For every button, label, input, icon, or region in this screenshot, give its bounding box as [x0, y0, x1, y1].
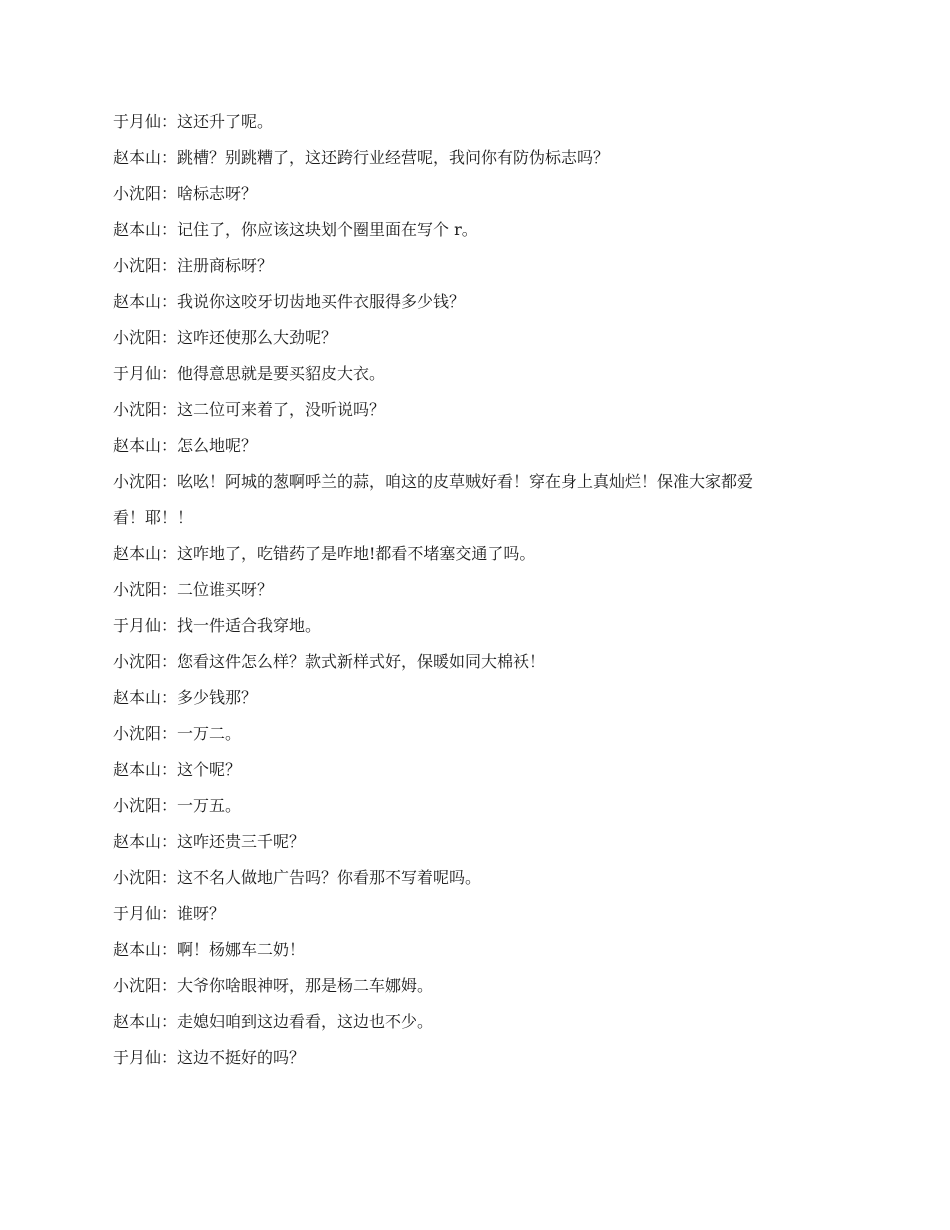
dialogue-line: 小沈阳：您看这件怎么样？款式新样式好，保暖如同大棉袄！ [113, 652, 546, 671]
dialogue-line: 赵本山：多少钱那？ [113, 688, 258, 707]
dialogue-line: 赵本山：我说你这咬牙切齿地买件衣服得多少钱？ [113, 292, 466, 311]
dialogue-line: 看！耶！！ [113, 508, 194, 527]
dialogue-line: 小沈阳：这不名人做地广告吗？你看那不写着呢吗。 [113, 868, 482, 887]
dialogue-text [113, 112, 843, 1084]
dialogue-line: 于月仙：他得意思就是要买貂皮大衣。 [113, 364, 386, 383]
dialogue-line: 于月仙：这还升了呢。 [113, 112, 274, 131]
dialogue-line: 小沈阳：这咋还使那么大劲呢？ [113, 328, 338, 347]
dialogue-line: 小沈阳：一万五。 [113, 796, 242, 815]
dialogue-line: 小沈阳：吆吆！阿城的葱啊呼兰的蒜，咱这的皮草贼好看！穿在身上真灿烂！保准大家都爱 [113, 472, 754, 491]
dialogue-line: 小沈阳：一万二。 [113, 724, 242, 743]
dialogue-line: 赵本山：走媳妇咱到这边看看，这边也不少。 [113, 1012, 434, 1031]
dialogue-line: 小沈阳：这二位可来着了，没听说吗？ [113, 400, 386, 419]
dialogue-line: 赵本山：这咋还贵三千呢？ [113, 832, 306, 851]
dialogue-line: 小沈阳：大爷你啥眼神呀，那是杨二车娜姆。 [113, 976, 434, 995]
dialogue-line: 赵本山：啊！杨娜车二奶！ [113, 940, 306, 959]
dialogue-line: 赵本山：怎么地呢？ [113, 436, 258, 455]
dialogue-line: 于月仙：谁呀？ [113, 904, 226, 923]
dialogue-line: 于月仙：找一件适合我穿地。 [113, 616, 322, 635]
dialogue-line: 赵本山：这个呢？ [113, 760, 242, 779]
dialogue-line: 于月仙：这边不挺好的吗？ [113, 1048, 306, 1067]
dialogue-line: 小沈阳：啥标志呀？ [113, 184, 258, 203]
dialogue-line: 赵本山：记住了，你应该这块划个圈里面在写个 r。 [113, 220, 478, 239]
dialogue-line: 小沈阳：注册商标呀？ [113, 256, 274, 275]
dialogue-line: 赵本山：跳槽？别跳糟了，这还跨行业经营呢，我问你有防伪标志吗？ [113, 148, 610, 167]
dialogue-line: 小沈阳：二位谁买呀？ [113, 580, 274, 599]
dialogue-line: 赵本山：这咋地了，吃错药了是咋地!都看不堵塞交通了吗。 [113, 544, 536, 563]
